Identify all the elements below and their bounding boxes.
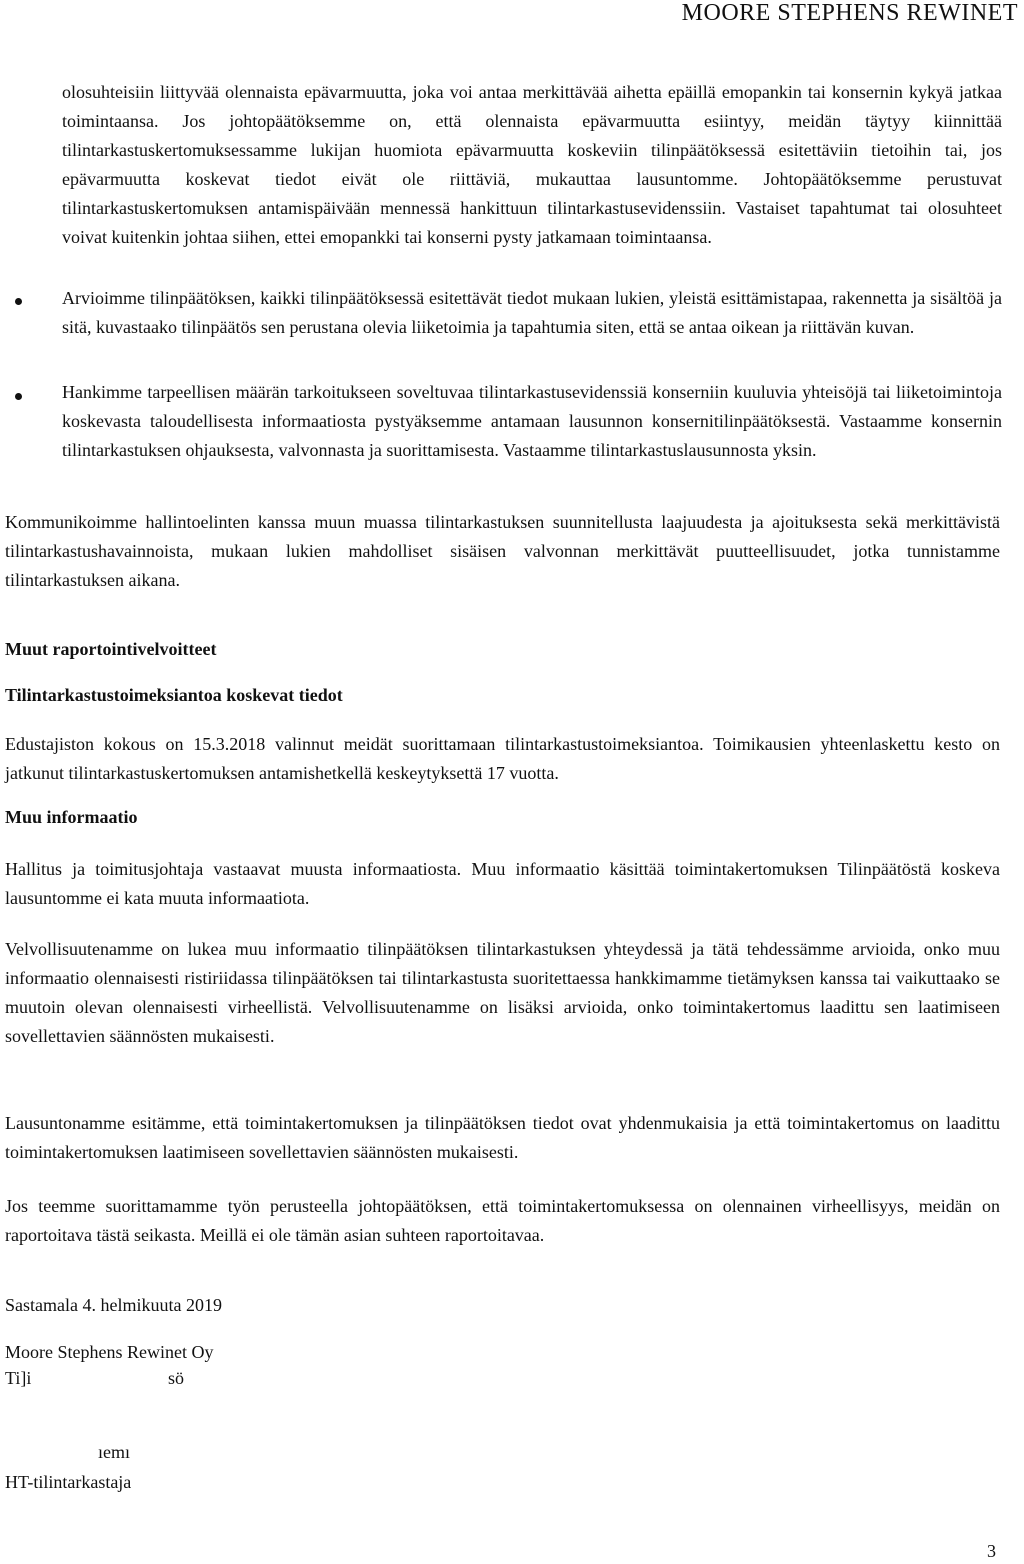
subsection-title-engagement: Tilintarkastustoimeksiantoa koskevat tiedot [5, 685, 343, 705]
signer-name-fragment: sö [168, 1368, 185, 1388]
communication-paragraph: Kommunikoimme hallintoelinten kanssa muun muassa tilintarkastuksen suunnitellusta laajuudesta ja ajoituksesta sekä merkittävistä tilintarkastushavainnoista, mukaan lukien mahdolliset sisäisen valvonnan merkittävät puutteellisuudet, jotka tunnistamme tilintarkastuksen aikana. [5, 512, 1000, 590]
other-info-paragraph: Jos teemme suorittamamme työn perusteella johtopäätöksen, että toimintakertomuksessa on olennainen virheellisyys, meidän on raportoitava tästä seikasta. Meillä ei ole tämän asian suhteen raportoitavaa. [5, 1196, 1000, 1245]
bullet-marker [15, 298, 22, 305]
company-name: Moore Stephens Rewinet Oy [5, 1342, 214, 1362]
place-date: Sastamala 4. helmikuuta 2019 [5, 1295, 222, 1315]
firm-header: MOORE STEPHENS REWINET [681, 0, 1018, 26]
other-info-paragraph: Velvollisuutenamme on lukea muu informaatio tilinpäätöksen tilintarkastuksen yhteydessä ja tätä tehdessämme arvioida, onko muu informaatio olennaisesti ristiriidassa tilinpäätöksen tai tilintarkastusta suoritettaessa hankkimamme tietämyksen kanssa tai vaikuttaako se muutoin olevan olennaisesti virheellistä. Velvollisuutenamme on lisäksi arvioida, onko toimintakertomus laadittu sen laatimiseen sovellettavien säännösten mukaisesti. [5, 939, 1000, 1046]
section-title: Muut raportointivelvoitteet [5, 639, 217, 659]
bullet-item: Hankimme tarpeellisen määrän tarkoitukseen soveltuvaa tilintarkastusevidenssiä konserniin kuuluvia yhteisöjä tai liiketoimintoja koskevasta taloudellisesta informaatiosta pystyäksemme antamaan lausunnon konsernitilinpäätöksestä. Vastaamme konsernin tilintarkastuksen ohjauksesta, valvonnasta ja suorittamisesta. Vastaamme tilintarkastuslausunnosta yksin. [62, 382, 1002, 460]
bullet-marker [15, 393, 22, 400]
bullet-item: Arvioimme tilinpäätöksen, kaikki tilinpäätöksessä esitettävät tiedot mukaan lukien, yleistä esittämistapaa, rakennetta ja sisältöä ja sitä, kuvastaako tilinpäätös sen perustana olevia liiketoimia ja tapahtumia siten, että se antaa oikean ja riittävän kuvan. [62, 288, 1002, 337]
signer-name-fragment: Ti]i [5, 1368, 32, 1388]
subsection-title-other-info: Muu informaatio [5, 807, 138, 827]
continuation-paragraph: olosuhteisiin liittyvää olennaista epävarmuutta, joka voi antaa merkittävää aihetta epäillä emopankin tai konsernin kykyä jatkaa toimintaansa. Jos johtopäätöksemme on, että olennaista epävarmuutta esiintyy, meidän täytyy kiinnittää tilintarkastuskertomuksessamme lukijan huomiota epävarmuutta koskeviin tilinpäätöksessä esitettäviin tietoihin tai, jos epävarmuutta koskevat tiedot eivät ole riittäviä, mukauttaa lausuntomme. Johtopäätöksemme perustuvat tilintarkastuskertomuksen antamispäivään mennessä hankittuun tilintarkastusevidenssiin. Vastaiset tapahtumat tai olosuhteet voivat kuitenkin johtaa siihen, ettei emopankki tai konserni pysty jatkamaan toimintaansa. [62, 82, 1002, 247]
page-number: 3 [987, 1541, 996, 1561]
signer-title: HT-tilintarkastaja [5, 1472, 132, 1492]
other-info-paragraph: Lausuntonamme esitämme, että toimintakertomuksen ja tilinpäätöksen tiedot ovat yhdenmukaisia ja että toimintakertomus on laadittu toimintakertomuksen laatimiseen sovellettavien säännösten mukaisesti. [5, 1113, 1000, 1162]
signer-name-fragment: ıemı [98, 1442, 130, 1462]
engagement-paragraph: Edustajiston kokous on 15.3.2018 valinnut meidät suorittamaan tilintarkastustoimeksiantoa. Toimikausien yhteenlaskettu kesto on jatkunut tilintarkastuskertomuksen antamishetkellä keskeytyksettä 17 vuotta. [5, 734, 1000, 783]
other-info-paragraph: Hallitus ja toimitusjohtaja vastaavat muusta informaatiosta. Muu informaatio käsittää toimintakertomuksen Tilinpäätöstä koskeva lausuntomme ei kata muuta informaatiota. [5, 859, 1000, 908]
